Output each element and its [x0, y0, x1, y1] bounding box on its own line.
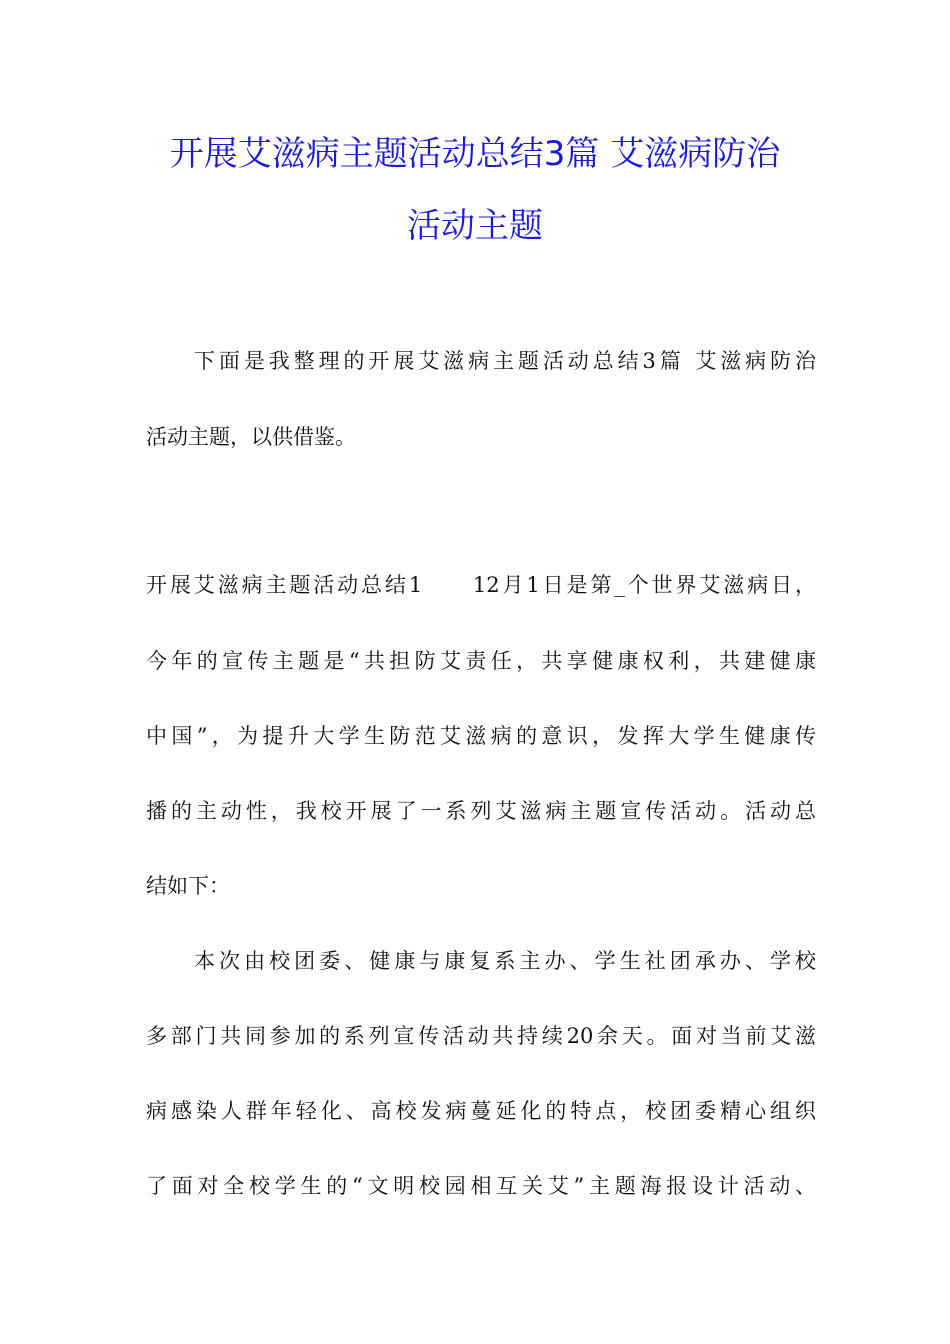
section1-line-1: 开展艾滋病主题活动总结1 12月1日是第_个世界艾滋病日， [146, 573, 816, 597]
intro-line-2: 活动主题，以供借鉴。 [146, 425, 356, 449]
section1-line-3: 中国”，为提升大学生防范艾滋病的意识，发挥大学生健康传 [146, 724, 816, 748]
section1-line-5: 结如下： [146, 874, 230, 898]
document-title-line-1: 开展艾滋病主题活动总结3篇 艾滋病防治 [169, 134, 781, 174]
section1-line-2: 今年的宣传主题是“共担防艾责任，共享健康权利，共建健康 [146, 649, 816, 673]
document-title-line-2: 活动主题 [407, 206, 543, 246]
paragraph2-line-1: 本次由校团委、健康与康复系主办、学生社团承办、学校 [194, 949, 816, 973]
paragraph2-line-2: 多部门共同参加的系列宣传活动共持续20余天。面对当前艾滋 [146, 1024, 816, 1048]
section1-line-4: 播的主动性，我校开展了一系列艾滋病主题宣传活动。活动总 [146, 799, 816, 823]
paragraph2-line-3: 病感染人群年轻化、高校发病蔓延化的特点，校团委精心组织 [146, 1099, 816, 1123]
paragraph2-line-4: 了面对全校学生的“文明校园相互关艾”主题海报设计活动、 [146, 1174, 816, 1198]
intro-line-1: 下面是我整理的开展艾滋病主题活动总结3篇 艾滋病防治 [194, 349, 816, 373]
